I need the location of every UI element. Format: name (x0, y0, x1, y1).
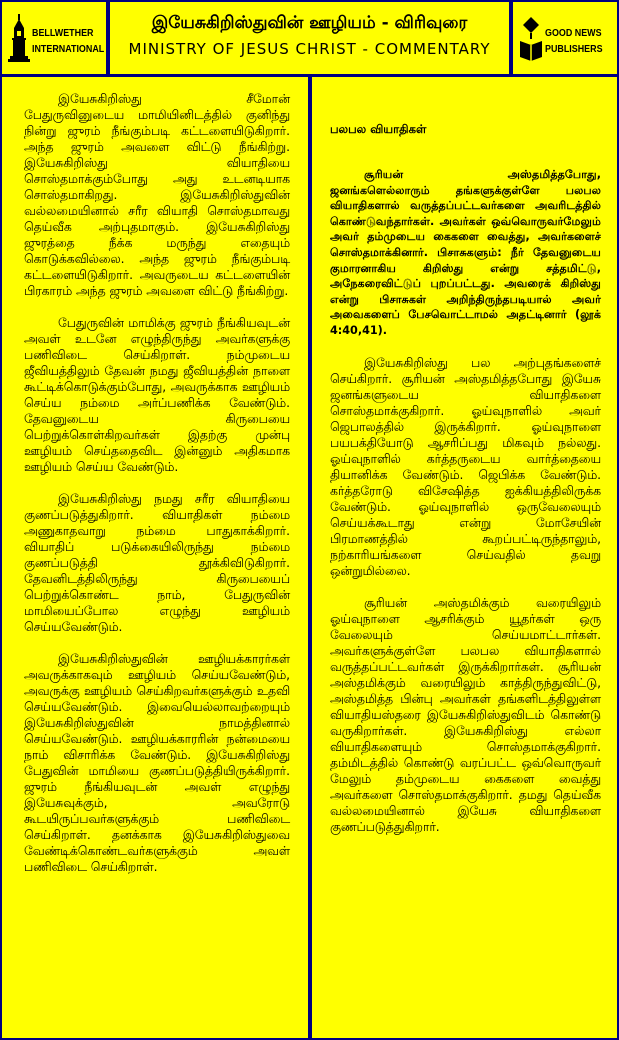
page-header (110, 2, 509, 74)
right-logo-line: PUBLISHERS (545, 43, 603, 55)
left-logo (2, 2, 106, 74)
paragraph: இயேசுகிறிஸ்துவின் ஊழியக்காரர்கள் அவருக்காகவும் ஊழியம் செய்யவேண்டும், அவருக்கு ஊழியம் செய்கிறவர்களுக்கும் உதவி செய்யவேண்டும். இவையெல்லாவற்றையும் இயேசுகிறிஸ்துவின் நாமத்தினால் செய்யவேண்டும். ஊழியக்காரரின் நன்மையை நாம் விசாரிக்க வேண்டும். இயேசுகிறிஸ்து பேதுவின் மாமியை குணப்படுத்தியிருக்கிறார். ஜுரம் நீங்கியவுடன் அவள் எழுந்து இயேசுவுக்கும், அவரோடு கூடயிருப்பவர்களுக்கும் பணிவிடை செய்கிறாள். தனக்காக இயேசுகிறிஸ்துவை வேண்டிக்கொண்டவர்களுக்கும் அவள் பணிவிடை செய்கிறாள். (24, 652, 290, 874)
paragraph: இயேசுகிறிஸ்து பல அற்புதங்களைச் செய்கிறார். சூரியன் அஸ்தமித்தபோது இயேசு ஜனங்களுடைய வியாதிகளை சொஸ்தமாக்குகிறார். ஓய்வுநாளில் அவர் ஜெபாலத்தில் இருக்கிறார். ஓய்வுநாளை பயபக்தியோடு ஆசரிப்பது மிகவும் நல்லது. ஓய்வுநாளில் கர்த்தருடைய வார்த்தையை தியானிக்க வேண்டும். ஜெபிக்க வேண்டும். கர்த்தரோடு விசேஷித்த ஐக்கியத்திலிருக்க வேண்டும். ஓய்வுநாளில் ஒருவேலையும் செய்யக்கூடாது என்று மோசேயின் பிரமாணத்தில் கூறப்பட்டிருந்தாலும், நற்காரியங்களை செய்வதில் தவறு ஒன்றுமில்லை. (330, 355, 601, 578)
paragraph: இயேசுகிறிஸ்து சீமோன் பேதுருவினுடைய மாமியினிடத்தில் குனிந்து நின்று ஜுரம் நீங்கும்படி கட்டளையிடுகிறார். அந்த ஜுரம் அவளை விட்டு நீங்கிற்று. இயேசுகிறிஸ்து வியாதியை சொஸ்தமாக்கும்போது அது உடனடியாக சொஸ்தமாகிறது. இயேசுகிறிஸ்துவின் வல்லமையினால் சரீர வியாதி சொஸ்தமாவது தெய்வீக அற்புதமாகும். இயேசுகிறிஸ்து ஜுரத்தை நீக்க மருந்து எதையும் கொடுக்கவில்லை. அந்த ஜுரம் நீங்கும்படி கட்டளையிடுகிறார். அவருடைய கட்டளையின் பிரகாரம் அந்த ஜுரம் அவளை விட்டு நீங்கிற்று. (24, 92, 290, 298)
left-logo-line: BELLWETHER (32, 27, 94, 39)
page-title-english: MINISTRY OF JESUS CHRIST - COMMENTARY (128, 40, 491, 58)
paragraph: இயேசுகிறிஸ்து நமது சரீர வியாதியை குணப்படுத்துகிறார். வியாதிகள் நம்மை அணுகாதவாறு நம்மை பாதுகாக்கிறார். வியாதிப் படுக்கையிலிருந்து நம்மை குணப்படுத்தி தூக்கிவிடுகிறார். தேவனிடத்திலிருந்து கிருபையைப் பெற்றுக்கொண்ட நாம், பேதுருவின் மாமியைப்போல எழுந்து ஊழியம் செய்யவேண்டும். (24, 492, 290, 634)
paragraph: சூரியன் அஸ்தமிக்கும் வரையிலும் ஓய்வுநாளை ஆசரிக்கும் யூதர்கள் ஒரு வேலையும் செய்யமாட்டார்கள். அவர்களுக்குள்ளே பலபல வியாதிகளால் வருத்தப்பட்டவர்கள் இருக்கிறார்கள். சூரியன் அஸ்தமிக்கும் வரையிலும் காத்திருந்துவிட்டு, அஸ்தமித்த பின்பு அவர்கள் தங்களிடத்திலுள்ள வியாதியஸ்தரை இயேசுகிறிஸ்துவிடம் கொண்டு வருகிறார்கள். இயேசுகிறிஸ்து எல்லா வியாதிகளையும் சொஸ்தமாக்குகிறார். தம்மிடத்தில் கொண்டு வரப்பட்ட ஒவ்வொருவர் மேலும் தம்முடைய கைகளை வைத்து அவர்களை சொஸ்தமாக்குகிறார். தமது தெய்வீக வல்லமையினால் இயேசு வியாதிகளை குணப்படுத்துகிறார். (330, 595, 601, 834)
left-logo-text (32, 25, 104, 57)
open-book-icon (519, 15, 543, 67)
section-title: பலபல வியாதிகள் (330, 122, 427, 136)
right-logo-text (545, 25, 603, 57)
right-column (312, 77, 617, 1038)
right-logo (513, 2, 617, 74)
left-column (2, 77, 308, 1038)
page-title-tamil: இயேசுகிறிஸ்துவின் ஊழியம் - விரிவுரை (151, 13, 468, 33)
right-logo-line: GOOD NEWS (545, 27, 602, 39)
bell-tower-icon (8, 14, 30, 68)
scripture-verse: சூரியன் அஸ்தமித்தபோது, ஜனங்களெல்லாரும் தங்களுக்குள்ளே பலபல வியாதிகளால் வருத்தப்பட்டவர்களை அவரிடத்தில் கொண்டுவந்தார்கள். அவர்கள் ஒவ்வொருவர்மேலும் அவர் தம்முடைய கைகளை வைத்து, அவர்களைச் சொஸ்தமாக்கினார். பிசாசுகளும்: நீர் தேவனுடைய குமாரனாகிய கிறிஸ்து என்று சத்தமிட்டு, அநேகரைவிட்டுப் புறப்பட்டது. அவரைக் கிறிஸ்து என்று பிசாசுகள் அறிந்திருந்தபடியால் அவர் அவைகளைப் பேசவொட்டாமல் அதட்டினார் (லூக் 4:40,41). (330, 168, 601, 337)
paragraph: பேதுருவின் மாமிக்கு ஜுரம் நீங்கியவுடன் அவள் உடனே எழுந்திருந்து அவர்களுக்கு பணிவிடை செய்கிறாள். நம்முடைய ஜீவியத்திலும் தேவன் நமது ஜீவியத்தின் நாளை கூட்டிக்கொடுக்கும்போது, அவருக்காக ஊழியம் செய்ய நம்மை அர்ப்பணிக்க வேண்டும். தேவனுடைய கிருபையை பெற்றுக்கொள்கிறவர்கள் இதற்கு முன்பு ஊழியம் செய்ததைவிட இன்னும் அதிகமாக ஊழியம் செய்ய வேண்டும். (24, 316, 290, 474)
left-logo-line: INTERNATIONAL (32, 43, 105, 55)
